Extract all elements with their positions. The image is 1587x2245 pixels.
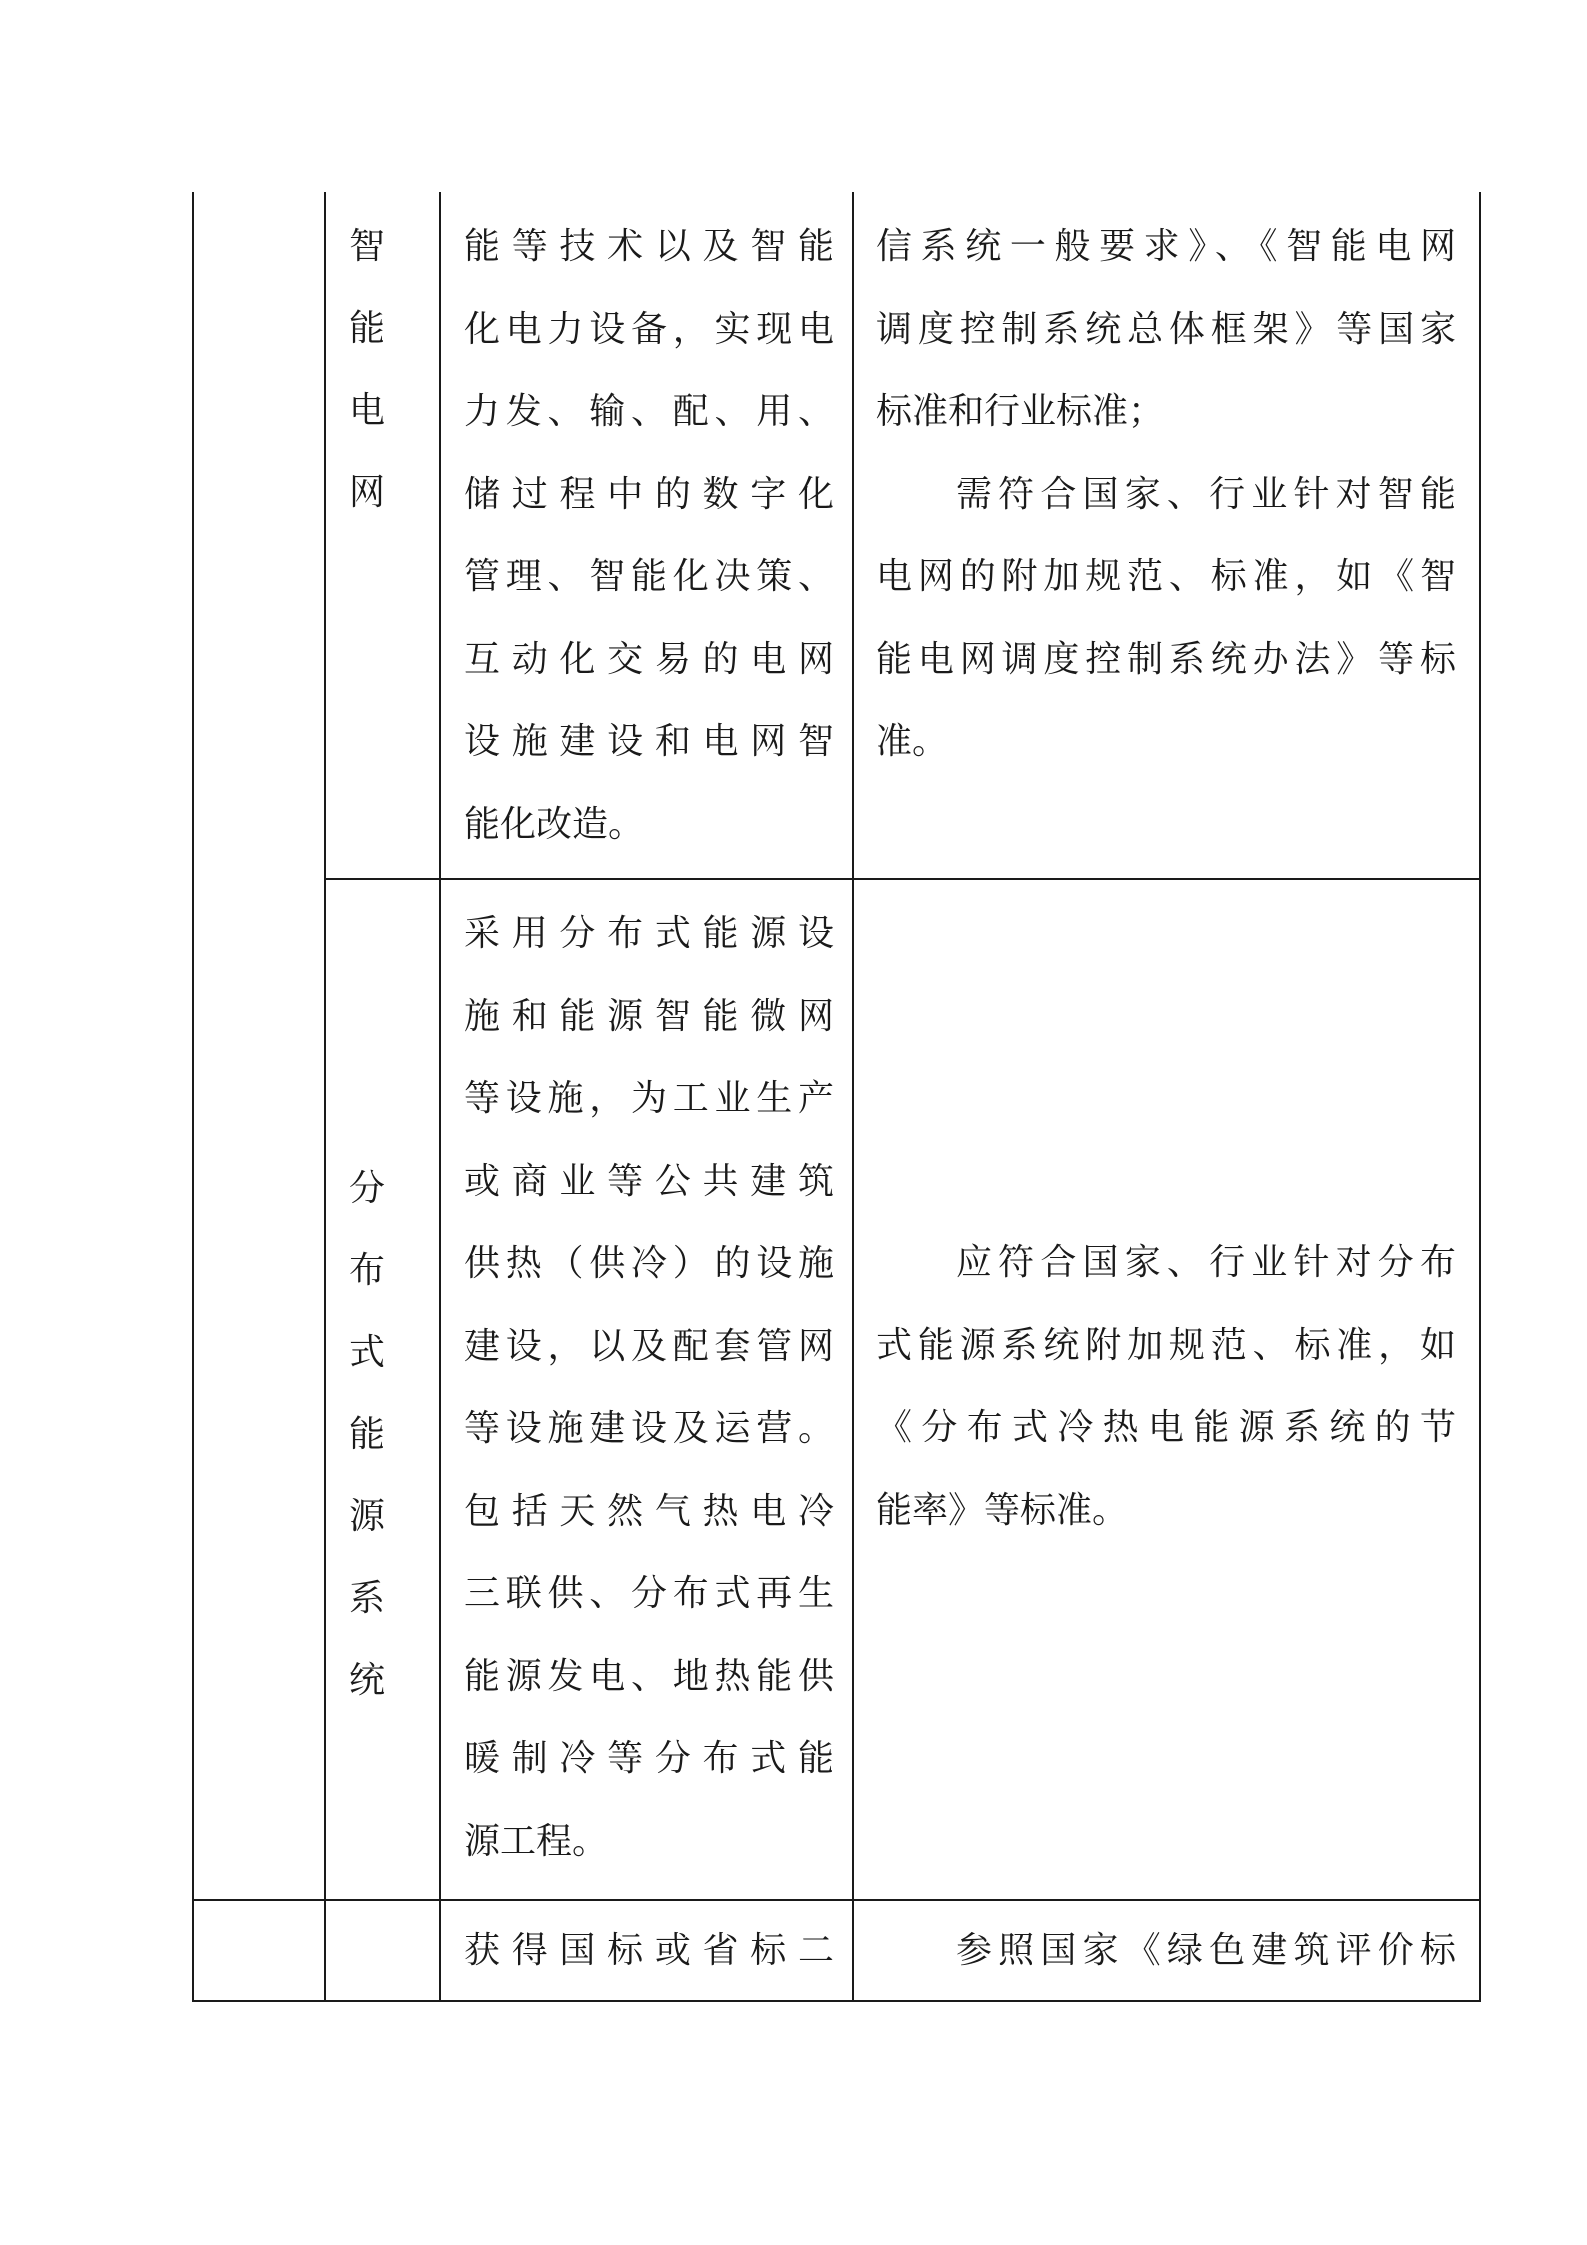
- standards-smart-grid: 信系统一般要求》、《智能电网 调度控制系统总体框架》等国家 标准和行业标准； 需符合国家、行业针对智能 电网的附加规范、标准，如《智 能电网调度控制系统办法》等标 准。: [876, 226, 1456, 762]
- content-smart-grid: 能等技术以及智能 化电力设备，实现电 力发、输、配、用、 储过程中的数字化 管理、智能化决策、 互动化交易的电网 设施建设和电网智 能化改造。: [464, 226, 834, 845]
- table-border-right: [1479, 192, 1481, 2002]
- row-divider-1: [324, 878, 1481, 880]
- content-distributed-energy: 采用分布式能源设 施和能源智能微网 等设施，为工业生产 或商业等公共建筑 供热（供冷）的设施 建设，以及配套管网 等设施建设及运营。 包括天然气热电冷 三联供、分布式再生 能源发电、地热能供 暖制冷等分布式能 源工程。: [464, 913, 834, 1862]
- table-divider-col3: [852, 192, 854, 2002]
- standards-distributed-energy: 应符合国家、行业针对分布 式能源系统附加规范、标准，如 《分布式冷热电能源系统的节 能率》等标准。: [876, 1242, 1456, 1531]
- table-border-left: [192, 192, 194, 2002]
- table-divider-col1: [324, 192, 326, 2002]
- table-divider-col2: [439, 192, 441, 2002]
- table-border-bottom: [192, 2000, 1481, 2002]
- category-distributed-energy: 分 布 式 能 源 系 统: [348, 1168, 385, 1701]
- standards-green-building: 参照国家《绿色建筑评价标: [956, 1930, 1456, 1971]
- category-smart-grid: 智 能 电 网: [348, 226, 385, 513]
- row-divider-2: [192, 1899, 1481, 1901]
- content-green-building: 获得国标或省标二: [464, 1930, 834, 1971]
